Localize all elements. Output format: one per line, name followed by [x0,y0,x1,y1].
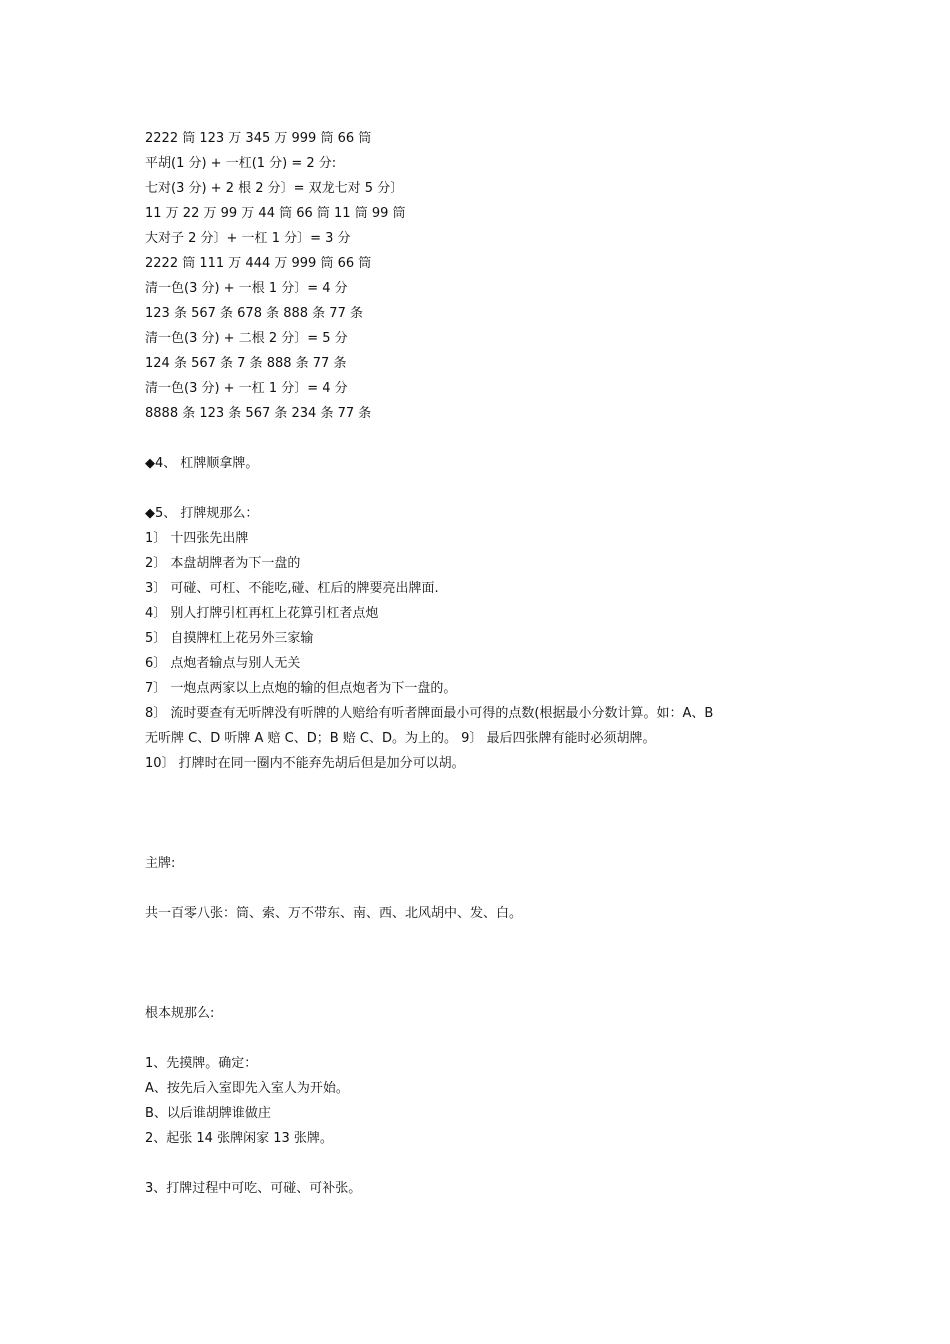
scoring-examples [145,126,825,426]
list-item: 5〕 自摸牌杠上花另外三家输 [145,631,314,646]
spacer [145,426,825,451]
spacer [145,776,825,851]
rule-5-list [145,526,825,776]
text-line: 2222 筒 123 万 345 万 999 筒 66 筒 [145,131,372,146]
list-item: 2、起张 14 张牌闲家 13 张牌。 [145,1131,333,1146]
spacer [145,926,825,1001]
spacer [145,1026,825,1051]
list-item: 7〕 一炮点两家以上点炮的输的但点炮者为下一盘的。 [145,681,457,696]
text-line: 平胡(1 分) + 一杠(1 分) = 2 分: [145,156,337,171]
list-item: 3〕 可碰、可杠、不能吃,碰、杠后的牌要亮出牌面. [145,581,439,596]
text-line: 清一色(3 分) + 一根 1 分〕= 4 分 [145,281,348,296]
list-item: 2〕 本盘胡牌者为下一盘的 [145,556,301,571]
text-line: 大对子 2 分〕+ 一杠 1 分〕= 3 分 [145,231,351,246]
list-item: 4〕 别人打牌引杠再杠上花算引杠者点炮 [145,606,379,621]
list-item: 无听牌 C、D 听牌 A 赔 C、D；B 赔 C、D。为上的。 9〕 最后四张牌有能时必须胡牌。 [145,731,656,746]
text-line: 123 条 567 条 678 条 888 条 77 条 [145,306,363,321]
spacer [145,476,825,501]
list-item: 10〕 打牌时在同一圈内不能弃先胡后但是加分可以胡。 [145,756,465,771]
text-line: 124 条 567 条 7 条 888 条 77 条 [145,356,347,371]
list-item: 1〕 十四张先出牌 [145,531,249,546]
text-line: 8888 条 123 条 567 条 234 条 77 条 [145,406,372,421]
main-tiles-text: 共一百零八张：筒、索、万不带东、南、西、北风胡中、发、白。 [145,906,523,921]
basic-rules-list [145,1051,825,1151]
text-line: 2222 筒 111 万 444 万 999 筒 66 筒 [145,256,372,271]
list-item: A、按先后入室即先入室人为开始。 [145,1081,349,1096]
text-line: 11 万 22 万 99 万 44 筒 66 筒 11 筒 99 筒 [145,206,406,221]
spacer [145,876,825,901]
text-line: 清一色(3 分) + 一杠 1 分〕= 4 分 [145,381,348,396]
basic-rules-heading: 根本规那么: [145,1006,215,1021]
list-item: 6〕 点炮者输点与别人无关 [145,656,301,671]
document-body [145,126,825,1201]
text-line: 清一色(3 分) + 二根 2 分〕= 5 分 [145,331,348,346]
spacer [145,1151,825,1176]
main-tiles-heading: 主牌: [145,856,176,871]
rule-3-text: 3、打牌过程中可吃、可碰、可补张。 [145,1181,362,1196]
list-item: 1、先摸牌。确定： [145,1056,258,1071]
text-line: 七对(3 分) + 2 根 2 分〕= 双龙七对 5 分〕 [145,181,404,196]
list-item: 8〕 流时要查有无听牌没有听牌的人赔给有听者牌面最小可得的点数(根据最小分数计算。如：A、B [145,706,714,721]
list-item: B、以后谁胡牌谁做庄 [145,1106,271,1121]
rule-5-heading: ◆5、 打牌规那么： [145,506,259,521]
rule-4-heading: ◆4、 杠牌顺拿牌。 [145,456,259,471]
